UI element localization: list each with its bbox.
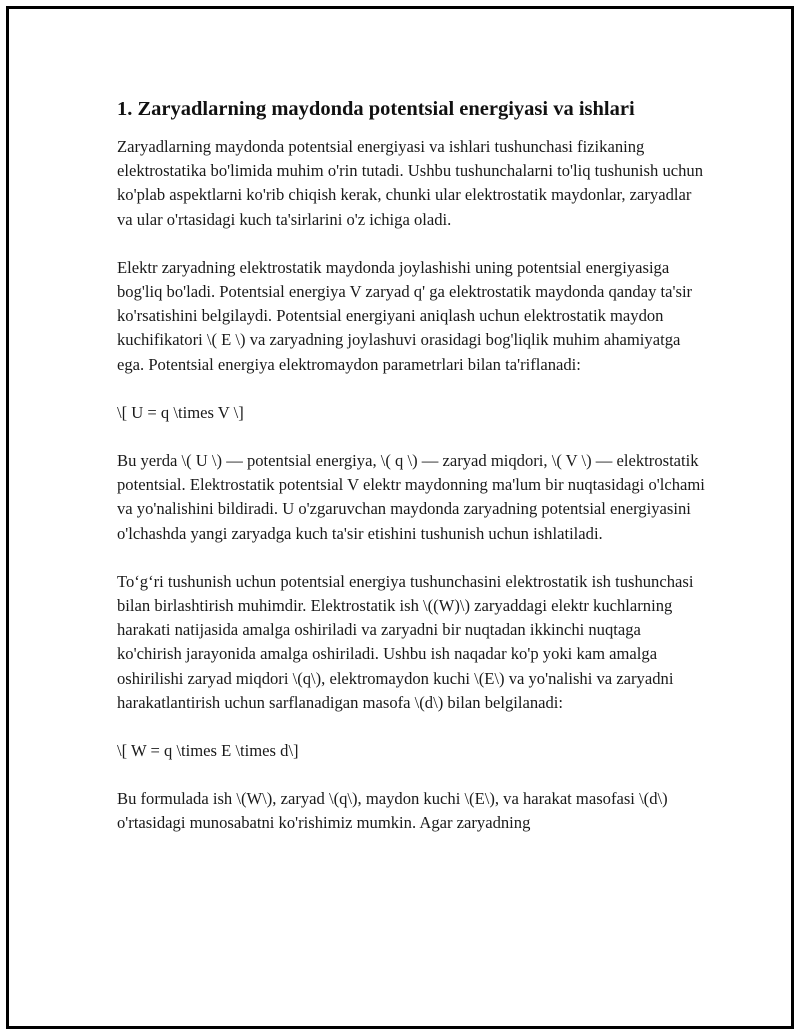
paragraph-work: To‘g‘ri tushunish uchun potentsial energiya tushunchasini elektrostatik ish tushunchasi bilan birlashtirish muhimdir. Elektrostatik ish \((W)\) zaryaddagi elektr kuchlarning harakati natijasida amalga oshiriladi va zaryadni bir nuqtadan ikkinchi nuqtaga ko'chirish jarayonida amalga oshiriladi. Ushbu ish naqadar ko'p yoki kam amalga oshirilishi zaryad miqdori \(q\), elektromaydon kuchi \(E\) va yo'nalishi va zaryadni harakatlantirish uchun sarflanadigan masofa \(d\) bilan belgilanadi: bbox=[117, 571, 694, 712]
formula-work: \[ W = q \times E \times d\] bbox=[117, 741, 299, 761]
paragraph-definitions: Bu yerda \( U \) — potentsial energiya, \( q \) — zaryad miqdori, \( V \) — elektrostatik potentsial. Elektrostatik potentsial V elektr maydonning ma'lum bir nuqtasidagi o'lchami va yo'nalishini bildiradi. U o'zgaruvchan maydonda zaryadning potentsial energiyasini o'lchashda yangi zaryadga kuch ta'sir etishini tushunish uchun ishlatiladi. bbox=[117, 451, 705, 543]
page-frame bbox=[6, 6, 794, 1029]
formula-potential-energy: \[ U = q \times V \] bbox=[117, 402, 244, 422]
paragraph-potential-energy: Elektr zaryadning elektrostatik maydonda joylashishi uning potentsial energiyasiga bog'liq bo'ladi. Potentsial energiya V zaryad q' ga elektrostatik maydonda qanday ta'sir ko'rsatishini belgilaydi. Potentsial energiyani aniqlash uchun elektrostatik maydon kuchifikatori \( E \) va zaryadning joylashuvi orasidagi bog'liqlik muhim ahamiyatga ega. Potentsial energiya elektromaydon parametrlari bilan ta'riflanadi: bbox=[117, 257, 693, 374]
section-heading: 1. Zaryadlarning maydonda potentsial energiyasi va ishlari bbox=[117, 98, 635, 120]
document-body bbox=[117, 95, 707, 860]
paragraph-intro: Zaryadlarning maydonda potentsial energiyasi va ishlari tushunchasi fizikaning elektrostatika bo'limida muhim o'rin tutadi. Ushbu tushunchalarni to'liq tushunish uchun ko'plab aspektlarni ko'rib chiqish kerak, chunki ular elektrostatik maydonlar, zaryadlar va ular o'rtasidagi kuch ta'sirlarini o'z ichiga oladi. bbox=[117, 137, 703, 229]
paragraph-formula-relation: Bu formulada ish \(W\), zaryad \(q\), maydon kuchi \(E\), va harakat masofasi \(d\) o'rtasidagi munosabatni ko'rishimiz mumkin. Agar zaryadning bbox=[117, 789, 668, 833]
